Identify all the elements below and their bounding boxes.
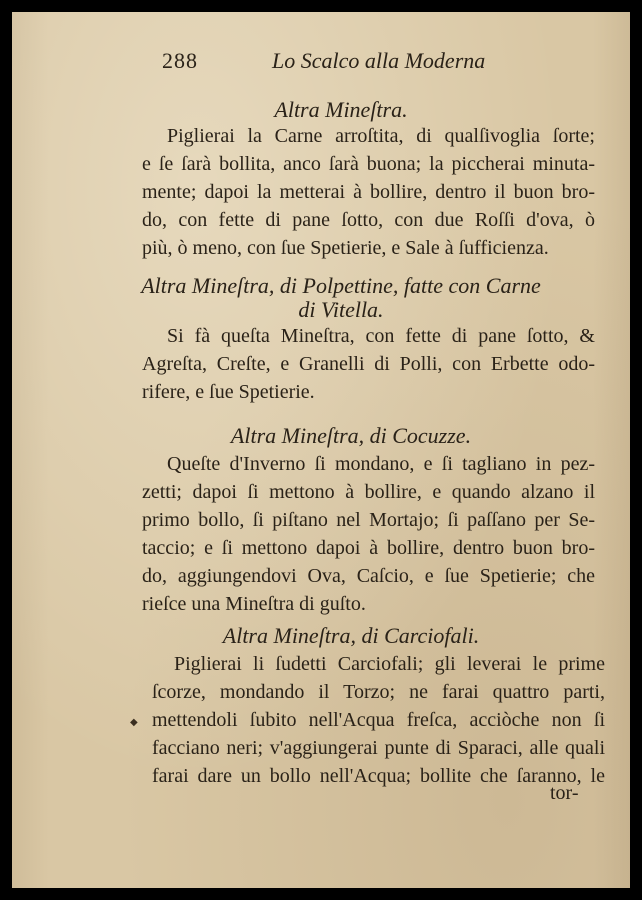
text-line: rifere, e ſue Spetierie. <box>142 381 315 403</box>
text-line: mente; dapoi la metterai à bollire, dentro il buon bro- <box>142 181 595 203</box>
recipe-section <box>12 424 630 614</box>
text-line: Piglierai la Carne arroſtita, di qualſivoglia ſorte; <box>167 125 595 147</box>
running-title: Lo Scalco alla Moderna <box>272 48 486 73</box>
text-line: mettendoli ſubito nell'Acqua freſca, acciòche non ſi <box>152 709 605 731</box>
text-line: primo bollo, ſi piſtano nel Mortajo; ſi paſſano per Se- <box>142 509 595 531</box>
text-line: zetti; dapoi ſi mettono à bollire, e quando alzano il <box>142 481 595 503</box>
catchword: tor- <box>550 782 579 804</box>
text-line: ſcorze, mondando il Torzo; ne farai quattro parti, <box>152 681 605 703</box>
text-line: Piglierai li ſudetti Carciofali; gli leverai le prime <box>174 653 605 675</box>
text-line: più, ò meno, con ſue Spetierie, e Sale à ſufficienza. <box>142 237 549 259</box>
text-line: do, aggiungendovi Ova, Caſcio, e ſue Spetierie; che <box>142 565 595 587</box>
recipe-heading: Altra Mineſtra, di Cocuzze. <box>230 423 472 448</box>
text-line: Agreſta, Creſte, e Granelli di Polli, con Erbette odo- <box>142 353 595 375</box>
recipe-heading: Altra Mineſtra, di Polpettine, fatte con Carne <box>141 273 541 298</box>
recipe-section <box>12 274 630 404</box>
book-page <box>12 12 630 888</box>
recipe-heading-continued: di Vitella. <box>298 297 384 322</box>
text-line: farai dare un bollo nell'Acqua; bollite che ſaranno, le <box>152 765 605 787</box>
recipe-heading: Altra Mineſtra, di Carciofali. <box>222 623 480 648</box>
recipe-heading: Altra Mineſtra. <box>274 97 408 122</box>
page-header <box>12 44 630 80</box>
ink-spot-icon: ◆ <box>130 717 138 728</box>
text-line: Queſte d'Inverno ſi mondano, e ſi tagliano in pez- <box>167 453 595 475</box>
text-line: e ſe ſarà bollita, anco ſarà buona; la piccherai minuta- <box>142 153 595 175</box>
text-line: do, con fette di pane ſotto, con due Roſſi d'ova, ò <box>142 209 595 231</box>
page-number: 288 <box>162 48 198 73</box>
text-line: Si fà queſta Mineſtra, con fette di pane ſotto, & <box>167 325 595 347</box>
text-line: taccio; e ſi mettono dapoi à bollire, dentro buon bro- <box>142 537 595 559</box>
recipe-section <box>12 98 630 258</box>
text-line: facciano neri; v'aggiungerai punte di Sparaci, alle quali <box>152 737 605 759</box>
recipe-section <box>12 624 630 804</box>
text-line: rieſce una Mineſtra di guſto. <box>142 593 366 615</box>
